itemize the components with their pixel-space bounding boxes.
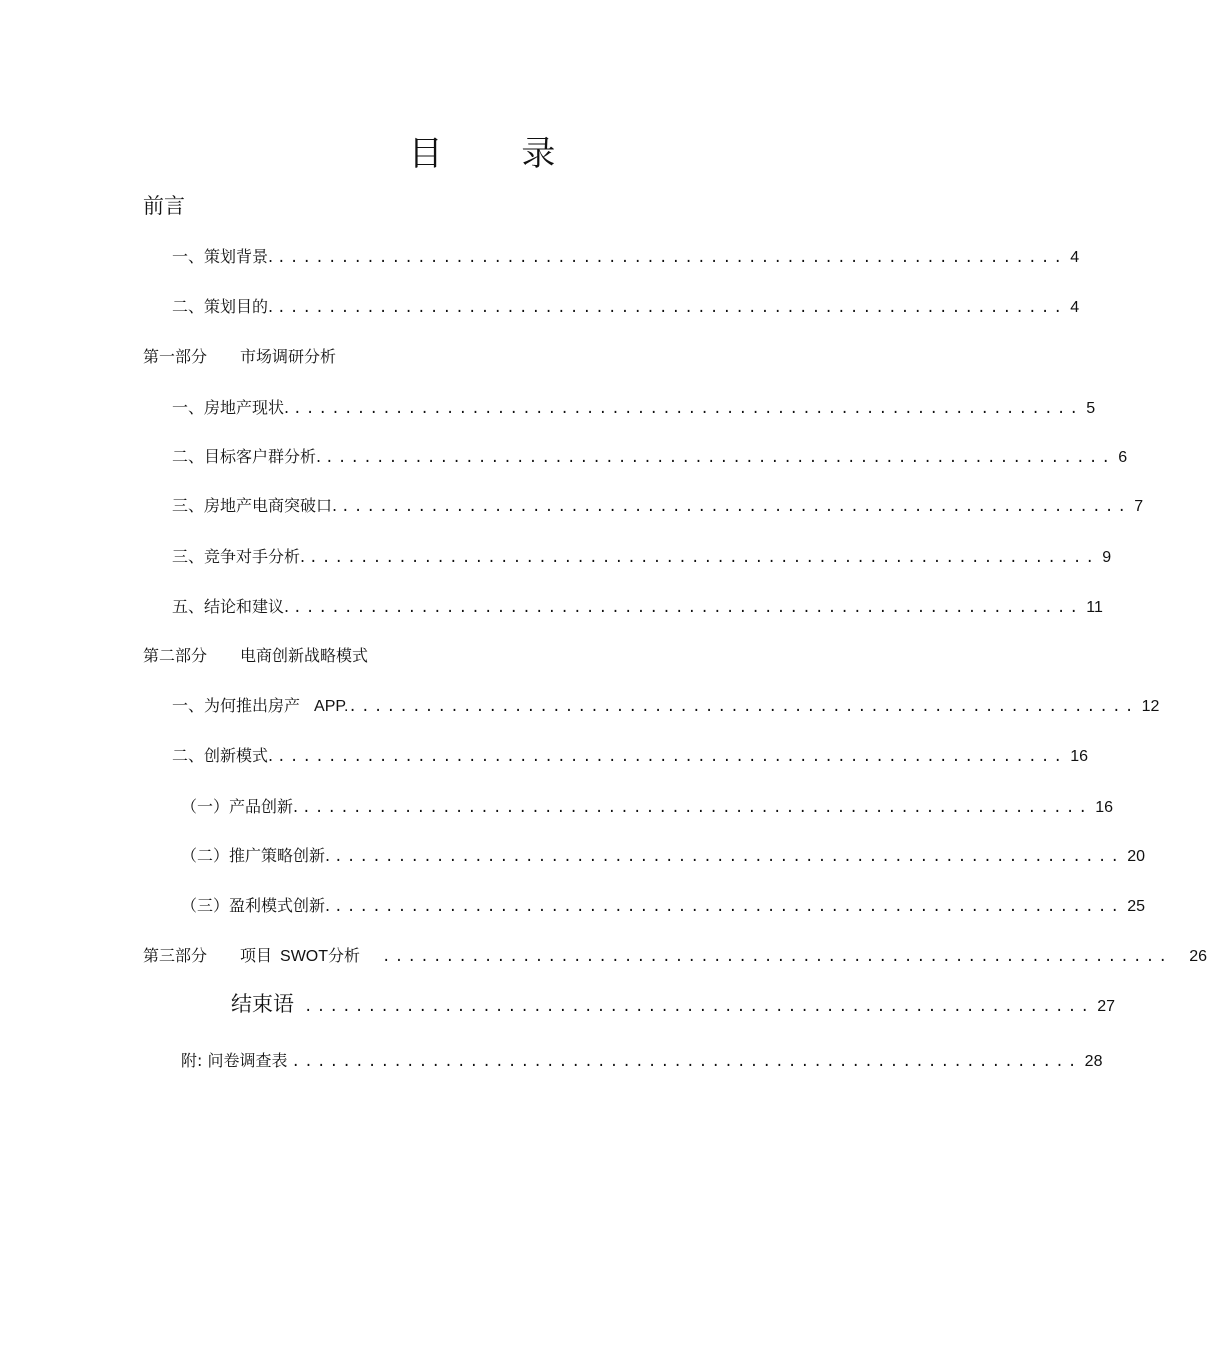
part-title: 市场调研分析 — [240, 347, 337, 366]
part-heading[interactable] — [143, 344, 336, 367]
leader-dots: .............................................................. — [293, 401, 1083, 417]
toc-entry-label: 三、竞争对手分析. — [172, 547, 306, 566]
toc-entry-label: （三）盈利模式创新. — [181, 896, 331, 915]
toc-entry-label: 附: 问卷调查表 — [181, 1051, 288, 1070]
toc-entry-label — [172, 693, 348, 716]
toc-entry-label: 二、目标客户群分析. — [172, 447, 322, 466]
toc-entry-label — [143, 943, 360, 966]
toc-entry-label: 二、策划目的. — [172, 297, 274, 316]
leader-dots: .............................................................. — [382, 949, 1172, 965]
toc-entry-page: 7 — [1134, 498, 1144, 515]
leader-dots: .............................................................. — [348, 699, 1138, 715]
toc-entry[interactable] — [172, 743, 1089, 766]
part-title-suffix: 分析 — [328, 946, 361, 965]
preface-heading: 前言 — [143, 194, 185, 218]
toc-entry-label-latin: APP. — [314, 698, 349, 715]
toc-entry-label: （一）产品创新. — [181, 797, 299, 816]
toc-entry[interactable] — [172, 395, 1096, 418]
toc-entry[interactable] — [172, 544, 1112, 567]
toc-entry-appendix[interactable] — [181, 1048, 1103, 1071]
part-number: 第二部分 — [143, 646, 208, 665]
part-heading[interactable] — [143, 643, 368, 666]
toc-entry[interactable] — [181, 843, 1146, 866]
toc-entry-label: 一、房地产现状. — [172, 398, 290, 417]
toc-entry-label: （二）推广策略创新. — [181, 846, 331, 865]
leader-dots: .............................................................. — [277, 250, 1067, 266]
toc-entry-page: 16 — [1095, 799, 1114, 816]
leader-dots: .............................................................. — [341, 499, 1131, 515]
toc-entry-label: 五、结论和建议. — [172, 597, 290, 616]
leader-dots: .............................................................. — [304, 999, 1094, 1015]
page-title: 目 录 — [408, 134, 590, 174]
leader-dots: .............................................................. — [277, 749, 1067, 765]
toc-entry-page: 4 — [1070, 249, 1080, 266]
part-title-prefix: 项目 — [240, 946, 273, 965]
toc-entry[interactable] — [172, 244, 1080, 267]
toc-entry[interactable] — [181, 893, 1146, 916]
leader-dots: .............................................................. — [309, 550, 1099, 566]
toc-entry[interactable] — [172, 294, 1080, 317]
toc-entry-label: 一、策划背景. — [172, 247, 274, 266]
toc-entry-page: 11 — [1086, 599, 1103, 616]
leader-dots: .............................................................. — [334, 849, 1124, 865]
toc-entry-page: 27 — [1097, 998, 1115, 1015]
part-title: 电商创新战略模式 — [240, 646, 369, 665]
toc-entry-page: 12 — [1141, 698, 1160, 715]
leader-dots: .............................................................. — [293, 600, 1083, 616]
toc-entry-page: 6 — [1118, 449, 1128, 466]
leader-dots: .............................................................. — [302, 800, 1092, 816]
toc-entry-page: 9 — [1102, 549, 1112, 566]
toc-entry-page: 4 — [1070, 299, 1080, 316]
leader-dots: .............................................................. — [334, 899, 1124, 915]
toc-entry-label: 三、房地产电商突破口. — [172, 496, 338, 515]
toc-entry-page: 26 — [1189, 948, 1207, 965]
toc-entry-label-text: 一、为何推出房产 — [172, 696, 301, 715]
toc-entry[interactable] — [181, 794, 1114, 817]
leader-dots: .............................................................. — [291, 1054, 1081, 1070]
part-title-latin: SWOT — [280, 948, 329, 965]
leader-dots: .............................................................. — [277, 300, 1067, 316]
part-number: 第一部分 — [143, 347, 208, 366]
toc-entry[interactable] — [172, 493, 1144, 516]
toc-entry-page: 16 — [1070, 748, 1089, 765]
toc-entry-page: 28 — [1084, 1053, 1103, 1070]
toc-entry-part3[interactable] — [143, 943, 1207, 966]
toc-entry-label: 结束语 — [231, 992, 294, 1016]
part-number: 第三部分 — [143, 946, 208, 965]
toc-entry-page: 5 — [1086, 400, 1096, 417]
toc-entry[interactable] — [172, 444, 1128, 467]
toc-entry[interactable] — [172, 594, 1103, 617]
toc-entry[interactable] — [172, 693, 1160, 716]
leader-dots: .............................................................. — [325, 450, 1115, 466]
toc-entry-page: 25 — [1127, 898, 1146, 915]
toc-entry-page: 20 — [1127, 848, 1146, 865]
toc-entry-label: 二、创新模式. — [172, 746, 274, 765]
toc-entry-closing[interactable] — [231, 988, 1115, 1018]
